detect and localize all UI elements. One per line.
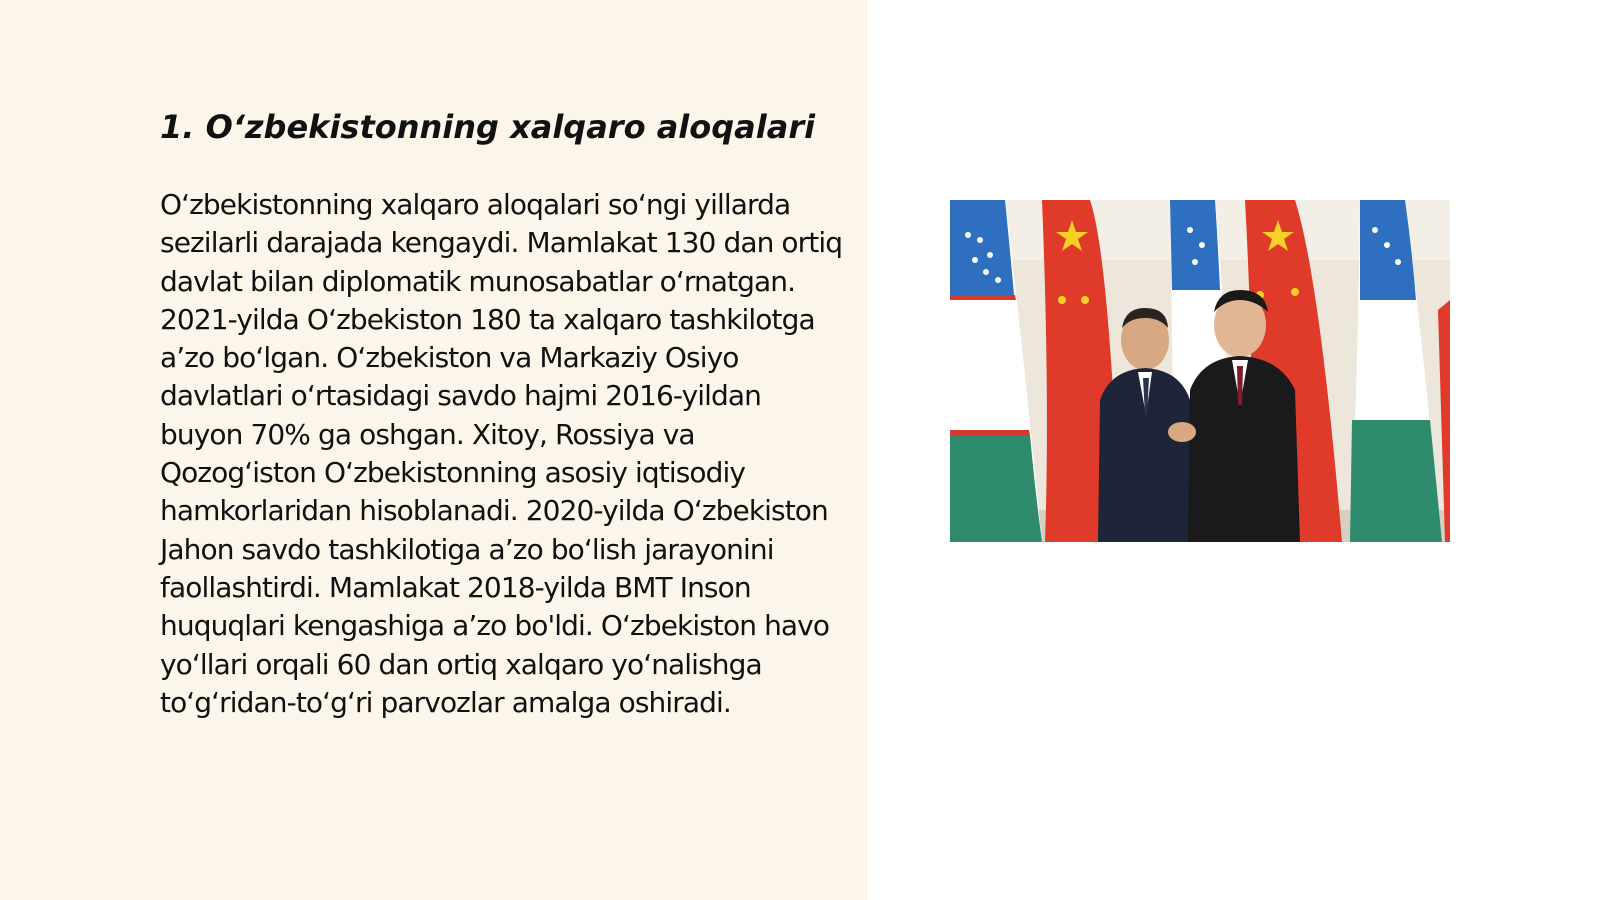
handshake xyxy=(1168,422,1196,442)
slide-body-text: O‘zbekistonning xalqaro aloqalari so‘ngi yillarda sezilarli darajada kengaydi. Mamlakat 130 dan ortiq davlat bilan diplomatik munosabatlar o‘rnatgan. 2021-yilda O‘zbekiston 180 ta xalqaro tashkilotga a’zo bo‘lgan. O‘zbekiston va Markaziy Osiyo davlatlari o‘rtasidagi savdo hajmi 2016-yildan buyon 70% ga oshgan. Xitoy, Rossiya va Qozog‘iston O‘zbekistonning asosiy iqtisodiy hamkorlaridan hisoblanadi. 2020-yilda O‘zbekiston Jahon savdo tashkilotiga a’zo bo‘lish jarayonini faollashtirdi. Mamlakat 2018-yilda BMT Inson huquqlari kengashiga a’zo bo'ldi. O‘zbekiston havo yo‘llari orqali 60 dan ortiq xalqaro yo‘nalishga to‘g‘ridan-to‘g‘ri parvozlar amalga oshiradi. xyxy=(160,188,843,719)
slide-title: 1. O‘zbekistonning xalqaro aloqalari xyxy=(160,108,816,146)
leaders-handshake-photo xyxy=(950,200,1450,542)
